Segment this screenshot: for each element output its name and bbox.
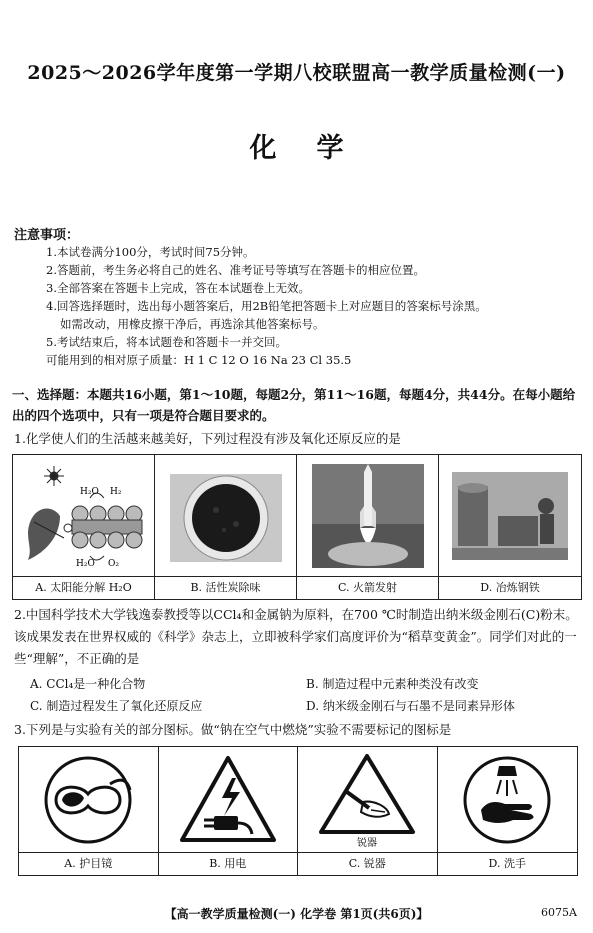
q3-option-b-cell (159, 747, 299, 875)
q2-option-c: C. 制造过程发生了氧化还原反应 (30, 699, 203, 713)
label-o2: O₂ (107, 559, 119, 568)
label-h2o-bottom: H₂O (75, 559, 95, 568)
note-1: 1.本试卷满分100分，考试时间75分钟。 (46, 245, 255, 259)
q1-option-d-cell (439, 455, 581, 599)
label-h2o-top: H₂O (79, 487, 99, 497)
paper-code: 6075A (541, 906, 577, 919)
photosynthesis-diagram (19, 461, 148, 571)
note-2: 2.答题前，考生务必将自己的姓名、准考证号等填写在答题卡的相应位置。 (46, 263, 425, 277)
activated-carbon-photo (161, 461, 290, 571)
note-5: 5.考试结束后，将本试题卷和答题卡一并交回。 (46, 335, 287, 349)
label-h2: H₂ (109, 487, 121, 497)
q3-option-a: A. 护目镜 (19, 852, 158, 875)
q1-option-c: C. 火箭发射 (297, 576, 438, 599)
rocket-launch-photo (303, 461, 432, 571)
q3-option-a-cell (19, 747, 159, 875)
q2-option-d: D. 纳米级金刚石与石墨不是同素异形体 (306, 699, 515, 713)
note-4-continued: 如需改动，用橡皮擦干净后，再选涂其他答案标号。 (60, 317, 325, 331)
q3-option-b: B. 用电 (159, 852, 298, 875)
q3-stem: 3.下列是与实验有关的部分图标。做“钠在空气中燃烧”实验不需要标记的图标是 (14, 722, 452, 737)
note-3: 3.全部答案在答题卡上完成，答在本试题卷上无效。 (46, 281, 310, 295)
q3-option-d-cell (438, 747, 578, 875)
hand-washing-icon (444, 753, 572, 847)
q1-option-c-cell (297, 455, 439, 599)
q2-option-b: B. 制造过程中元素种类没有改变 (306, 677, 479, 691)
q1-option-a-cell (13, 455, 155, 599)
note-4: 4.回答选择题时，选出每小题答案后，用2B铅笔把答题卡上对应题目的答案标号涂黑。 (46, 299, 487, 313)
q3-option-c: C. 锐器 (298, 852, 437, 875)
q1-option-a: A. 太阳能分解 H₂O (13, 576, 154, 599)
sharp-icon-label: 锐器 (357, 838, 378, 848)
q1-stem: 1.化学使人们的生活越来越美好，下列过程没有涉及氧化还原反应的是 (14, 431, 401, 446)
q1-option-d: D. 冶炼钢铁 (439, 576, 581, 599)
exam-title: 2025～2026学年度第一学期八校联盟高一教学质量检测(一) (27, 62, 566, 84)
q2-option-a: A. CCl₄是一种化合物 (30, 677, 146, 691)
sharp-object-icon (304, 753, 431, 847)
electricity-warning-icon (165, 753, 292, 847)
atomic-masses: 可能用到的相对原子质量：H 1 C 12 O 16 Na 23 Cl 35.5 (46, 353, 352, 367)
subject-title: 化学 (249, 133, 384, 164)
q2-stem: 2.中国科学技术大学钱逸泰教授等以CCl₄和金属钠为原料，在700 ℃时制造出纳米级金刚石(C)粉末。该成果发表在世界权威的《科学》杂志上，立即被科学家们高度评价为“稻草变黄金”。同学们对此的一些“理解”，不正确的是 (14, 607, 578, 666)
section-1-instructions: 一、选择题：本题共16小题，第1～10题，每题2分，第11～16题，每题4分，共44分。在每小题给出的四个选项中，只有一项是符合题目要求的。 (12, 387, 576, 423)
q3-icon-table (18, 746, 578, 876)
goggles-icon (25, 753, 152, 847)
iron-smelting-photo (445, 461, 575, 571)
q1-option-b-cell (155, 455, 297, 599)
q1-image-table (12, 454, 582, 600)
page-footer: 【高一教学质量检测(一) 化学卷 第1页(共6页)】 (164, 907, 429, 921)
q1-option-b: B. 活性炭除味 (155, 576, 296, 599)
q3-option-d: D. 洗手 (438, 852, 578, 875)
notes-heading: 注意事项： (14, 228, 80, 243)
q3-option-c-cell (298, 747, 438, 875)
